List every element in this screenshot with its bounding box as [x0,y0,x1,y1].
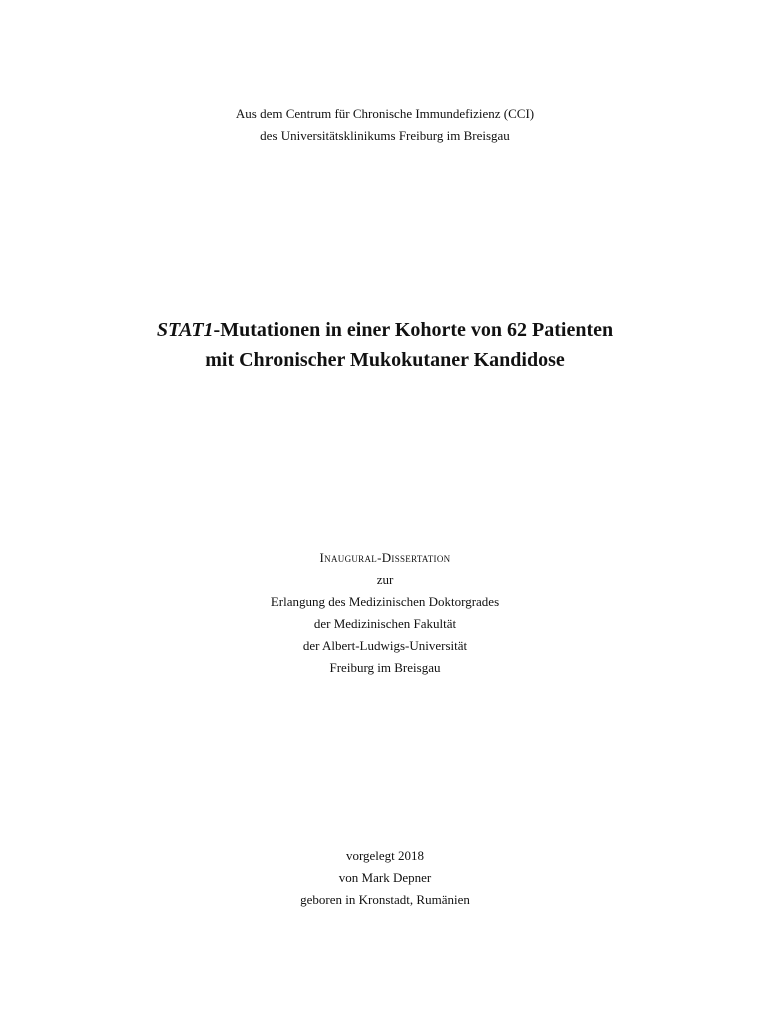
dissertation-city: Freiburg im Breisgau [329,660,441,675]
title-line-2: mit Chronischer Mukokutaner Kandidose [205,349,565,371]
thesis-title [0,315,770,375]
dissertation-block [0,547,770,679]
title-line-1 [0,315,770,345]
author-name: von Mark Depner [338,870,432,885]
dissertation-university: der Albert-Ludwigs-Universität [302,638,468,653]
dissertation-type: Inaugural-Dissertation [319,550,451,565]
institution-line: Aus dem Centrum für Chronische Immundefizienz (CCI) [235,106,535,121]
hospital-line: des Universitätsklinikums Freiburg im Breisgau [260,128,510,143]
dissertation-purpose: Erlangung des Medizinischen Doktorgrades [270,594,500,609]
gene-name: STAT1 [156,319,214,341]
submission-year: vorgelegt 2018 [345,848,425,863]
author-block [0,845,770,911]
title-line-1-rest: -Mutationen in einer Kohorte von 62 Patienten [213,319,614,341]
dissertation-faculty: der Medizinischen Fakultät [313,616,457,631]
dissertation-zur: zur [376,572,394,587]
author-birthplace: geboren in Kronstadt, Rumänien [300,892,470,907]
